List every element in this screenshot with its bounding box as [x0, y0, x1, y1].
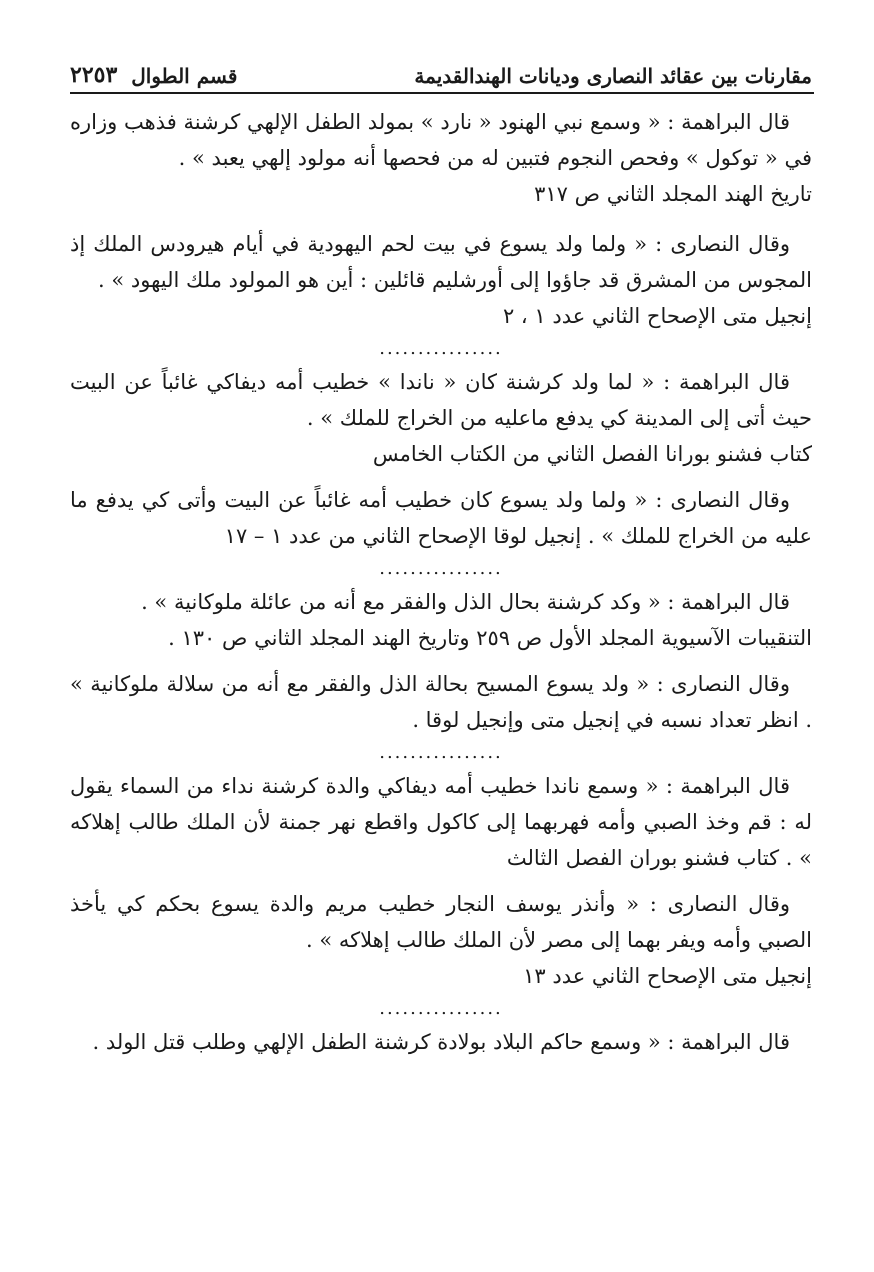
- section-separator: ................: [379, 338, 503, 359]
- paragraph: قال البراهمة : « وسمع حاكم البلاد بولادة كرشنة الطفل الإلهي وطلب قتل الولد .: [92, 1030, 790, 1054]
- source-reference: إنجيل متى الإصحاح الثاني عدد ١ ، ٢: [502, 304, 812, 328]
- paragraph: وقال النصارى : « ولما ولد يسوع في بيت لحم اليهودية في أيام هيرودس الملك إذ المجوس من المشرق قد جاؤوا إلى أورشليم قائلين : أين هو المولود ملك اليهود » .: [70, 232, 812, 292]
- section-separator: ................: [379, 998, 503, 1019]
- source-reference: إنجيل متى الإصحاح الثاني عدد ١٣: [523, 964, 812, 988]
- spacer: [70, 656, 812, 666]
- header-rule: [70, 92, 814, 94]
- source-reference: التنقيبات الآسيوية المجلد الأول ص ٢٥٩ وتاريخ الهند المجلد الثاني ص ١٣٠ .: [168, 626, 812, 650]
- section-separator: ................: [379, 558, 503, 579]
- section-separator: ................: [379, 742, 503, 763]
- paragraph: وقال النصارى : « وأنذر يوسف النجار خطيب مريم والدة يسوع بحكم كي يأخذ الصبي وأمه ويفر بهما إلى مصر لأن الملك طالب إهلاكه » .: [70, 892, 812, 952]
- header-left-group: [70, 62, 237, 88]
- running-title: مقارنات بين عقائد النصارى وديانات الهندالقديمة: [414, 64, 812, 88]
- page-body: [70, 104, 812, 1060]
- page-number: ٢٢٥٣: [70, 62, 118, 88]
- spacer: [70, 472, 812, 482]
- section-label: قسم الطوال: [131, 64, 238, 88]
- paragraph: قال البراهمة : « وسمع ناندا خطيب أمه ديفاكي والدة كرشنة نداء من السماء يقول له : قم وخذ الصبي وأمه فهربهما إلى كاكول واقطع نهر جمنة لأن الملك طالب إهلاكه » . كتاب فشنو بوران الفصل الثالث: [70, 774, 812, 870]
- paragraph: وقال النصارى : « ولد يسوع المسيح بحالة الذل والفقر مع أنه من سلالة ملوكانية » . انظر تعداد نسبه في إنجيل متى وإنجيل لوقا .: [70, 672, 812, 732]
- paragraph: قال البراهمة : « لما ولد كرشنة كان « ناندا » خطيب أمه ديفاكي غائباً عن البيت حيث أتى إلى المدينة كي يدفع ماعليه من الخراج للملك » .: [70, 370, 812, 430]
- spacer: [70, 212, 812, 226]
- paragraph: قال البراهمة : « وكد كرشنة بحال الذل والفقر مع أنه من عائلة ملوكانية » .: [141, 590, 790, 614]
- paragraph: قال البراهمة : « وسمع نبي الهنود « نارد » بمولد الطفل الإلهي كرشنة فذهب وزاره في « توكول » وفحص النجوم فتبين له من فحصها أنه مولود إلهي يعبد » .: [70, 110, 812, 170]
- spacer: [70, 876, 812, 886]
- source-reference: كتاب فشنو بورانا الفصل الثاني من الكتاب الخامس: [372, 442, 812, 466]
- source-reference: تاريخ الهند المجلد الثاني ص ٣١٧: [534, 182, 812, 206]
- running-header: [70, 56, 812, 88]
- paragraph: وقال النصارى : « ولما ولد يسوع كان خطيب أمه غائباً عن البيت وأتى كي يدفع ما عليه من الخراج للملك » . إنجيل لوقا الإصحاح الثاني من عدد ١ – ١٧: [70, 488, 812, 548]
